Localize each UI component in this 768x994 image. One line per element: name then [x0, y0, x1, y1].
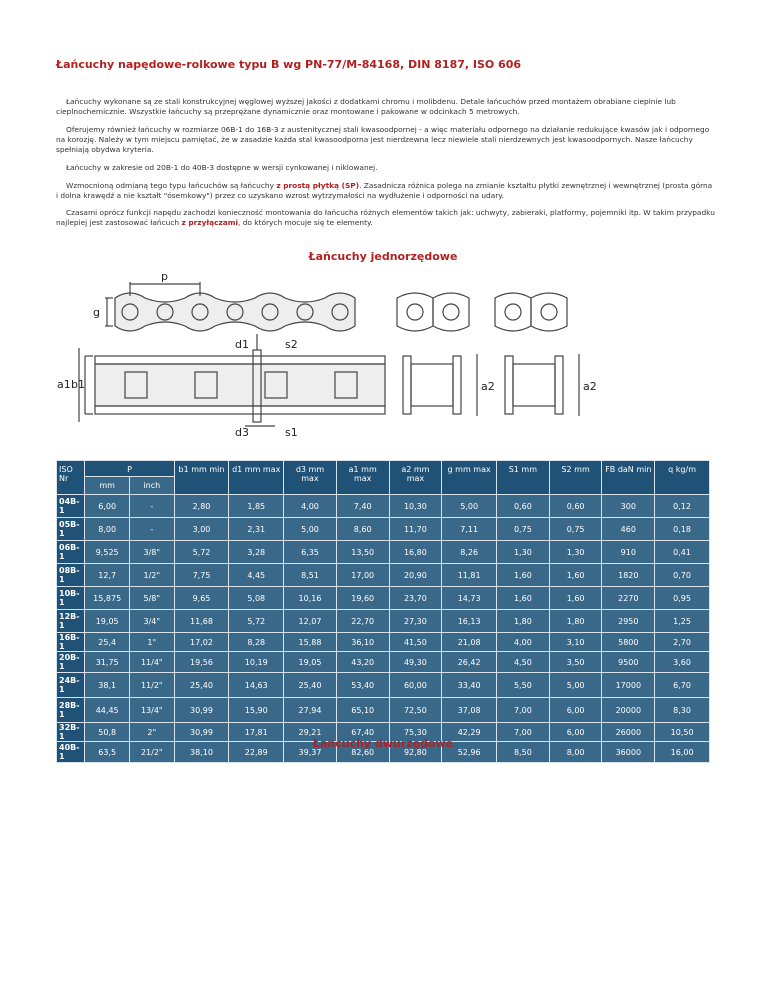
dim-b1: b1: [71, 378, 85, 391]
cell-d1: 3,28: [229, 541, 284, 564]
cell-mm: 19,05: [85, 610, 130, 633]
cell-g: 37,08: [442, 698, 497, 723]
cell-q: 16,00: [655, 742, 710, 763]
cell-b1: 25,40: [174, 673, 229, 698]
cell-g: 42,29: [442, 723, 497, 742]
cell-iso: 32B-1: [57, 723, 85, 742]
cell-a2: 16,80: [389, 541, 442, 564]
table-row: [57, 652, 710, 673]
cell-inch: 3/4": [129, 610, 174, 633]
cell-inch: -: [129, 518, 174, 541]
cell-a2: 49,30: [389, 652, 442, 673]
cell-b1: 30,99: [174, 723, 229, 742]
cell-iso: 40B-1: [57, 742, 85, 763]
cell-q: 6,70: [655, 673, 710, 698]
table-row: [57, 673, 710, 698]
cell-inch: 1": [129, 633, 174, 652]
cell-s2: 5,00: [549, 673, 602, 698]
cell-b1: 17,02: [174, 633, 229, 652]
cell-s1: 4,00: [497, 633, 550, 652]
cell-d1: 4,45: [229, 564, 284, 587]
table-row: [57, 518, 710, 541]
cell-fb: 460: [602, 518, 655, 541]
dim-a1: a1: [57, 378, 71, 391]
cell-g: 5,00: [442, 495, 497, 518]
cell-d3: 5,00: [284, 518, 337, 541]
cell-a1: 17,00: [336, 564, 389, 587]
cell-s2: 0,75: [549, 518, 602, 541]
cell-s2: 3,50: [549, 652, 602, 673]
cell-inch: 1/2": [129, 564, 174, 587]
section-title-single: Łańcuchy jednorzędowe: [308, 250, 458, 263]
cell-s1: 5,50: [497, 673, 550, 698]
table-row: [57, 564, 710, 587]
cell-s2: 1,80: [549, 610, 602, 633]
table-row: [57, 610, 710, 633]
cell-s1: 1,60: [497, 587, 550, 610]
cell-a1: 43,20: [336, 652, 389, 673]
cell-q: 1,25: [655, 610, 710, 633]
cell-mm: 31,75: [85, 652, 130, 673]
table-row: [57, 495, 710, 518]
cell-d1: 5,72: [229, 610, 284, 633]
cell-d3: 19,05: [284, 652, 337, 673]
cell-d3: 12,07: [284, 610, 337, 633]
paragraph-coating: Łańcuchy w zakresie od 20B-1 do 40B-3 dostępne w wersji cynkowanej i niklowanej.: [66, 163, 378, 172]
cell-mm: 63,5: [85, 742, 130, 763]
cell-d1: 8,28: [229, 633, 284, 652]
cell-mm: 15,875: [85, 587, 130, 610]
cell-iso: 24B-1: [57, 673, 85, 698]
cell-a2: 72,50: [389, 698, 442, 723]
cell-s2: 6,00: [549, 698, 602, 723]
cell-fb: 20000: [602, 698, 655, 723]
cell-iso: 16B-1: [57, 633, 85, 652]
cell-d1: 2,31: [229, 518, 284, 541]
header-p-inch: inch: [129, 477, 174, 495]
cell-b1: 11,68: [174, 610, 229, 633]
cell-a2: 23,70: [389, 587, 442, 610]
cell-fb: 5800: [602, 633, 655, 652]
cell-q: 0,70: [655, 564, 710, 587]
cell-mm: 6,00: [85, 495, 130, 518]
paragraph-materials: Łańcuchy wykonane są ze stali konstrukcyjnej węglowej wyższej jakości z dodatkami chromu i molibdenu. Detale łańcuchów przed montażem obrabiane cieplnie lub cieplnochemicznie. Wszystkie łańcuchy są przeprężane dynamicznie oraz montowane i pakowane w odcinkach 5 metrowych.: [56, 97, 676, 116]
cell-d3: 29,21: [284, 723, 337, 742]
cell-a2: 20,90: [389, 564, 442, 587]
cell-q: 0,95: [655, 587, 710, 610]
cell-s1: 7,00: [497, 723, 550, 742]
cell-iso: 20B-1: [57, 652, 85, 673]
cell-g: 11,81: [442, 564, 497, 587]
cell-d3: 27,94: [284, 698, 337, 723]
cell-inch: 3/8": [129, 541, 174, 564]
cell-mm: 44,45: [85, 698, 130, 723]
cell-a2: 60,00: [389, 673, 442, 698]
cell-d3: 4,00: [284, 495, 337, 518]
cell-mm: 9,525: [85, 541, 130, 564]
cell-q: 0,12: [655, 495, 710, 518]
paragraph-sp: Wzmocnioną odmianą tego typu łańcuchów są łańcuchy z prostą płytką (SP). Zasadnicza różnica polega na zmianie kształtu płytki zewnętrznej i wewnętrznej (prosta górna i dolna krawędź a nie kształt "ósemkowy") przez co uzyskano wzrost wytrzymałości na wydłużenie i odporności na udary.: [56, 181, 713, 200]
cell-d1: 15,90: [229, 698, 284, 723]
cell-q: 0,41: [655, 541, 710, 564]
dim-d1: d1: [235, 338, 249, 351]
cell-inch: 11/2": [129, 673, 174, 698]
cell-g: 16,13: [442, 610, 497, 633]
cell-fb: 910: [602, 541, 655, 564]
cell-s2: 0,60: [549, 495, 602, 518]
cell-fb: 1820: [602, 564, 655, 587]
cell-b1: 30,99: [174, 698, 229, 723]
cell-s2: 1,30: [549, 541, 602, 564]
cell-inch: 13/4": [129, 698, 174, 723]
header-iso: ISO Nr: [57, 461, 85, 495]
cell-s1: 1,80: [497, 610, 550, 633]
cell-s1: 8,50: [497, 742, 550, 763]
cell-iso: 12B-1: [57, 610, 85, 633]
cell-mm: 38,1: [85, 673, 130, 698]
cell-iso: 04B-1: [57, 495, 85, 518]
cell-g: 7,11: [442, 518, 497, 541]
cell-d3: 39,37: [284, 742, 337, 763]
cell-d3: 15,88: [284, 633, 337, 652]
cell-fb: 2270: [602, 587, 655, 610]
cell-fb: 36000: [602, 742, 655, 763]
cell-iso: 10B-1: [57, 587, 85, 610]
cell-s2: 1,60: [549, 587, 602, 610]
dim-d3: d3: [235, 426, 249, 439]
table-row: [57, 633, 710, 652]
cell-a2: 75,30: [389, 723, 442, 742]
cell-b1: 2,80: [174, 495, 229, 518]
cell-d3: 6,35: [284, 541, 337, 564]
cell-s1: 7,00: [497, 698, 550, 723]
cell-fb: 9500: [602, 652, 655, 673]
cell-d1: 17,81: [229, 723, 284, 742]
cell-s2: 1,60: [549, 564, 602, 587]
cell-b1: 19,56: [174, 652, 229, 673]
cell-s1: 1,60: [497, 564, 550, 587]
cell-d3: 25,40: [284, 673, 337, 698]
cell-inch: 5/8": [129, 587, 174, 610]
cell-iso: 28B-1: [57, 698, 85, 723]
cell-d1: 1,85: [229, 495, 284, 518]
chain-diagram: [57, 268, 605, 440]
cell-g: 14,73: [442, 587, 497, 610]
cell-a1: 53,40: [336, 673, 389, 698]
cell-b1: 5,72: [174, 541, 229, 564]
table-header-row: [57, 461, 710, 477]
cell-b1: 9,65: [174, 587, 229, 610]
spec-table: [56, 460, 710, 763]
cell-a1: 36,10: [336, 633, 389, 652]
cell-q: 8,30: [655, 698, 710, 723]
cell-b1: 3,00: [174, 518, 229, 541]
paragraph-stainless: Oferujemy również łańcuchy w rozmiarze 06B-1 do 16B-3 z austenitycznej stali kwasoodpornej - a więc materiału odpornego na działanie redukujące kwasów jak i odpornego na korozję. Należy w tym miejscu pamiętać, że w zasadzie każda stal kwasoodporna jest nierdzewna lecz niewiele stali nierdzewnych jest kwasoodpornych. Nasze łańcuchy spełniają obydwa kryteria.: [56, 125, 710, 154]
cell-d3: 10,16: [284, 587, 337, 610]
dim-g: g: [93, 306, 100, 319]
cell-s1: 0,60: [497, 495, 550, 518]
dim-s1: s1: [285, 426, 298, 439]
cell-a1: 22,70: [336, 610, 389, 633]
cell-b1: 7,75: [174, 564, 229, 587]
cell-fb: 17000: [602, 673, 655, 698]
header-fb: FB daN min: [602, 461, 655, 495]
cell-a1: 8,60: [336, 518, 389, 541]
cell-inch: 21/2": [129, 742, 174, 763]
cell-d1: 10,19: [229, 652, 284, 673]
cell-g: 8,26: [442, 541, 497, 564]
cell-mm: 50,8: [85, 723, 130, 742]
cell-iso: 06B-1: [57, 541, 85, 564]
cell-g: 26,42: [442, 652, 497, 673]
cell-s2: 6,00: [549, 723, 602, 742]
cell-a1: 7,40: [336, 495, 389, 518]
cell-s2: 3,10: [549, 633, 602, 652]
link-attachments[interactable]: z przyłączami: [181, 218, 239, 227]
header-s2: S2 mm: [549, 461, 602, 495]
dim-s2: s2: [285, 338, 298, 351]
cell-inch: 11/4": [129, 652, 174, 673]
dim-a2-right: a2: [583, 380, 597, 393]
cell-a1: 82,60: [336, 742, 389, 763]
cell-a2: 27,30: [389, 610, 442, 633]
header-p-mm: mm: [85, 477, 130, 495]
header-d3: d3 mm max: [284, 461, 337, 495]
link-straight-plate[interactable]: z prostą płytką (SP): [276, 181, 360, 190]
cell-s1: 1,30: [497, 541, 550, 564]
cell-a2: 92,80: [389, 742, 442, 763]
table-row: [57, 698, 710, 723]
cell-a1: 13,50: [336, 541, 389, 564]
page-title: Łańcuchy napędowe-rolkowe typu B wg PN-77/M-84168, DIN 8187, ISO 606: [56, 58, 522, 71]
cell-mm: 25,4: [85, 633, 130, 652]
cell-iso: 05B-1: [57, 518, 85, 541]
cell-d1: 5,08: [229, 587, 284, 610]
cell-inch: 2": [129, 723, 174, 742]
header-b1: b1 mm min: [174, 461, 229, 495]
header-p: P: [85, 461, 174, 477]
cell-q: 0,18: [655, 518, 710, 541]
cell-q: 10,50: [655, 723, 710, 742]
cell-s1: 4,50: [497, 652, 550, 673]
cell-a1: 65,10: [336, 698, 389, 723]
paragraph-attachments: Czasami oprócz funkcji napędu zachodzi konieczność montowania do łańcucha różnych elementów takich jak: uchwyty, zabieraki, platformy, pojemniki itp. W takim przypadku najlepiej jest zastosować łańcuch z przyłączami, do których mocuje się te elementy.: [56, 208, 715, 227]
cell-iso: 08B-1: [57, 564, 85, 587]
cell-d1: 22,89: [229, 742, 284, 763]
cell-a1: 67,40: [336, 723, 389, 742]
header-g: g mm max: [442, 461, 497, 495]
cell-a1: 19,60: [336, 587, 389, 610]
cell-g: 33,40: [442, 673, 497, 698]
cell-fb: 26000: [602, 723, 655, 742]
cell-q: 2,70: [655, 633, 710, 652]
header-a1: a1 mm max: [336, 461, 389, 495]
cell-d3: 8,51: [284, 564, 337, 587]
cell-mm: 12,7: [85, 564, 130, 587]
cell-mm: 8,00: [85, 518, 130, 541]
cell-fb: 2950: [602, 610, 655, 633]
cell-fb: 300: [602, 495, 655, 518]
header-s1: S1 mm: [497, 461, 550, 495]
dim-a2-left: a2: [481, 380, 495, 393]
dim-p: p: [161, 270, 168, 283]
cell-b1: 38,10: [174, 742, 229, 763]
section-title-double: Łańcuchy dwurzędowe: [312, 737, 454, 750]
cell-s2: 8,00: [549, 742, 602, 763]
cell-d1: 14,63: [229, 673, 284, 698]
cell-q: 3,60: [655, 652, 710, 673]
table-row: [57, 541, 710, 564]
table-row: [57, 587, 710, 610]
cell-a2: 11,70: [389, 518, 442, 541]
cell-g: 21,08: [442, 633, 497, 652]
cell-s1: 0,75: [497, 518, 550, 541]
cell-inch: -: [129, 495, 174, 518]
cell-a2: 41,50: [389, 633, 442, 652]
cell-g: 52,96: [442, 742, 497, 763]
cell-a2: 10,30: [389, 495, 442, 518]
header-d1: d1 mm max: [229, 461, 284, 495]
header-q: q kg/m: [655, 461, 710, 495]
header-a2: a2 mm max: [389, 461, 442, 495]
